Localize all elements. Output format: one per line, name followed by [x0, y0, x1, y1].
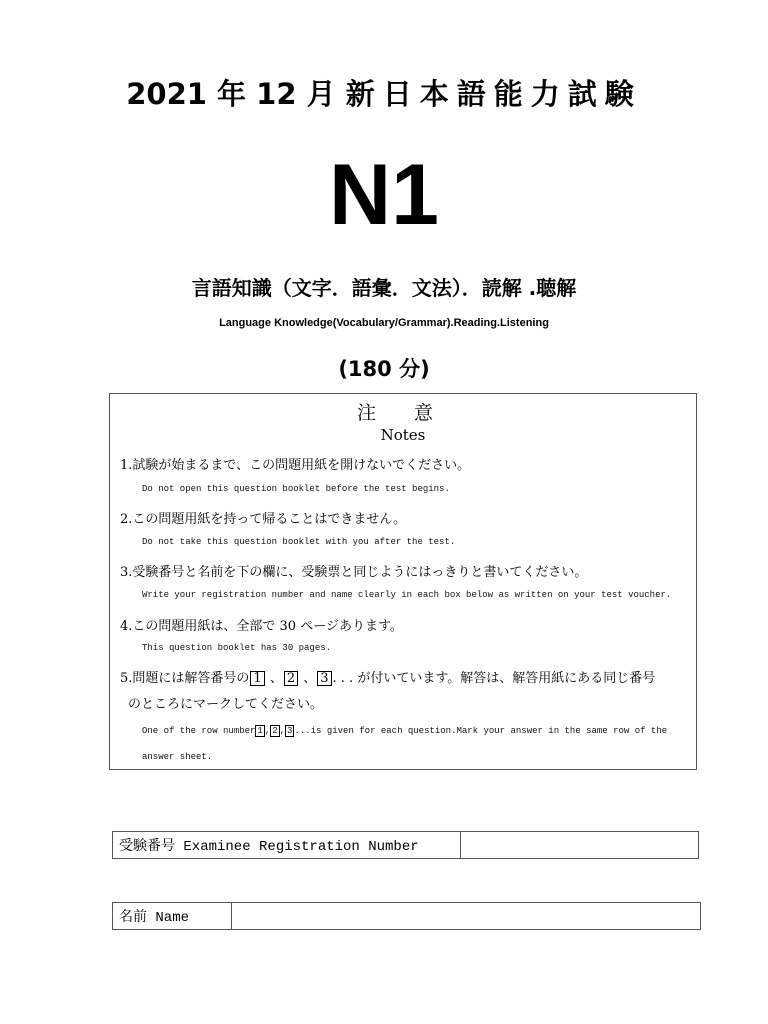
- registration-number-field[interactable]: [461, 832, 699, 859]
- sections-japanese: 言語知識（文字．語彙．文法）．読解 .聴解: [191, 276, 577, 300]
- note-5-en-suffix: ...is given for each question.Mark your answer in the same row of the: [294, 726, 668, 736]
- note-4-jp: 4.この問題用紙は、全部で 30 ページあります。: [120, 619, 403, 634]
- note-5-en-line2: answer sheet.: [142, 752, 213, 762]
- note-5-sep-2: 、: [299, 671, 317, 686]
- notes-subheading: Notes: [380, 426, 426, 444]
- answer-number-box-2: 2: [284, 671, 298, 686]
- exam-level: N1: [329, 147, 439, 243]
- note-5-jp: [120, 667, 655, 686]
- note-1-en: Do not open this question booklet before the test begins.: [142, 484, 450, 494]
- answer-number-box-1: 1: [250, 671, 264, 686]
- note-1-jp: 1.試験が始まるまで、この問題用紙を開けないでください。: [120, 458, 471, 473]
- registration-number-table: [112, 831, 699, 859]
- note-5-jp-line2: のところにマークしてください。: [128, 697, 324, 712]
- note-5-en-sep-2: ,: [279, 726, 286, 736]
- title-month: 12: [256, 77, 297, 111]
- sections-english: Language Knowledge(Vocabulary/Grammar).Reading.Listening: [219, 317, 549, 329]
- notes-heading: 注 意: [356, 402, 450, 424]
- title-year: 2021: [126, 77, 207, 111]
- note-4-en: This question booklet has 30 pages.: [142, 643, 332, 653]
- note-3-en: Write your registration number and name clearly in each box below as written on your test voucher.: [142, 590, 672, 600]
- title-month-kanji: 月: [306, 77, 336, 111]
- note-5-jp-suffix: . . . が付いています。解答は、解答用紙にある同じ番号: [332, 671, 656, 686]
- note-2-en: Do not take this question booklet with you after the test.: [142, 537, 456, 547]
- note-5-en-sep-1: ,: [264, 726, 271, 736]
- notes-box: [109, 393, 697, 770]
- registration-number-label: 受験番号 Examinee Registration Number: [113, 832, 461, 859]
- answer-number-box-en-2: 2: [272, 726, 278, 736]
- title-exam-name: 新日本語能力試験: [345, 77, 642, 111]
- note-3-jp: 3.受験番号と名前を下の欄に、受験票と同じようにはっきりと書いてください。: [120, 565, 588, 580]
- name-field[interactable]: [232, 903, 701, 930]
- note-5-en-prefix: One of the row number: [142, 726, 256, 736]
- title-year-kanji: 年: [217, 77, 247, 111]
- note-5-sep-1: 、: [265, 671, 283, 686]
- name-table: [112, 902, 701, 930]
- name-label: 名前 Name: [113, 903, 232, 930]
- exam-duration: (180 分): [338, 357, 430, 381]
- exam-title: [0, 72, 768, 113]
- answer-number-box-en-3: 3: [287, 726, 293, 736]
- answer-number-box-en-1: 1: [257, 726, 263, 736]
- note-5-jp-prefix: 5.問題には解答番号の: [120, 671, 250, 686]
- note-5-en: [142, 725, 667, 737]
- note-2-jp: 2.この問題用紙を持って帰ることはできません。: [120, 512, 407, 527]
- answer-number-box-3: 3: [317, 671, 331, 686]
